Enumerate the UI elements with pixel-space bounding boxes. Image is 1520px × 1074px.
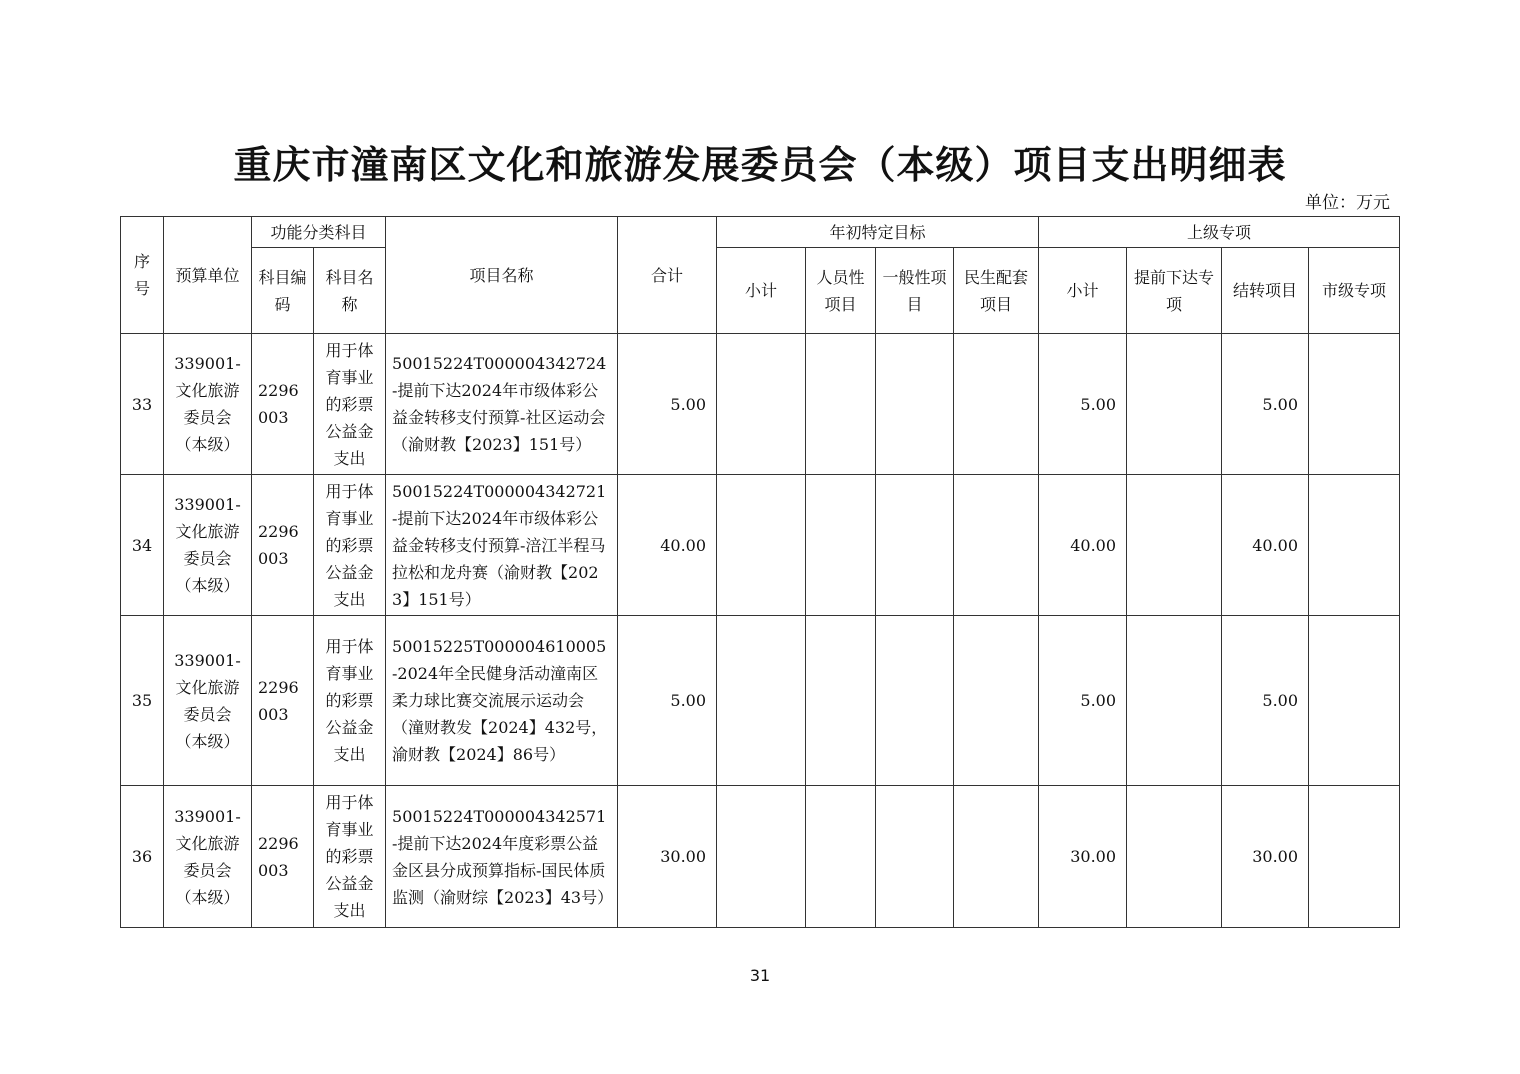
- cell-total: 40.00: [618, 475, 717, 616]
- cell-project: 50015225T000004610005-2024年全民健身活动潼南区柔力球比赛交流展示运动会（潼财教发【2024】432号，渝财教【2024】86号）: [386, 616, 618, 786]
- header-seq: 序号: [121, 217, 164, 334]
- cell-seq: 35: [121, 616, 164, 786]
- cell-carryover: 30.00: [1222, 786, 1309, 928]
- cell-code: 2296003: [252, 475, 314, 616]
- expenditure-table: [120, 216, 1400, 928]
- cell-livelihood: [954, 616, 1039, 786]
- cell-general: [876, 475, 954, 616]
- cell-annual-subtotal: [717, 786, 806, 928]
- cell-advance: [1127, 475, 1222, 616]
- cell-general: [876, 334, 954, 475]
- table-row: [121, 786, 1400, 928]
- cell-livelihood: [954, 475, 1039, 616]
- header-project-name: 项目名称: [386, 217, 618, 334]
- cell-personnel: [806, 334, 876, 475]
- cell-upper-subtotal: 5.00: [1039, 616, 1127, 786]
- header-upper-subtotal: 小计: [1039, 248, 1127, 334]
- cell-advance: [1127, 334, 1222, 475]
- header-subject-name: 科目名称: [314, 248, 386, 334]
- cell-code: 2296003: [252, 616, 314, 786]
- cell-unit: 339001-文化旅游委员会（本级）: [164, 475, 252, 616]
- cell-total: 5.00: [618, 616, 717, 786]
- cell-carryover: 40.00: [1222, 475, 1309, 616]
- cell-livelihood: [954, 334, 1039, 475]
- cell-seq: 36: [121, 786, 164, 928]
- header-livelihood: 民生配套项目: [954, 248, 1039, 334]
- cell-advance: [1127, 786, 1222, 928]
- cell-unit: 339001-文化旅游委员会（本级）: [164, 786, 252, 928]
- header-row-1: [121, 217, 1400, 248]
- header-budget-unit: 预算单位: [164, 217, 252, 334]
- header-annual-subtotal: 小计: [717, 248, 806, 334]
- cell-code: 2296003: [252, 786, 314, 928]
- header-function-class: 功能分类科目: [252, 217, 386, 248]
- cell-general: [876, 616, 954, 786]
- cell-total: 5.00: [618, 334, 717, 475]
- page-title: 重庆市潼南区文化和旅游发展委员会（本级）项目支出明细表: [233, 143, 1287, 187]
- cell-annual-subtotal: [717, 475, 806, 616]
- table-row: [121, 616, 1400, 786]
- cell-city: [1309, 786, 1400, 928]
- cell-advance: [1127, 616, 1222, 786]
- unit-label: 单位：万元: [1305, 193, 1390, 213]
- cell-upper-subtotal: 40.00: [1039, 475, 1127, 616]
- table-row: [121, 475, 1400, 616]
- cell-total: 30.00: [618, 786, 717, 928]
- cell-upper-subtotal: 5.00: [1039, 334, 1127, 475]
- cell-carryover: 5.00: [1222, 616, 1309, 786]
- header-personnel: 人员性项目: [806, 248, 876, 334]
- header-upper-special: 上级专项: [1039, 217, 1400, 248]
- cell-seq: 33: [121, 334, 164, 475]
- table-row: [121, 334, 1400, 475]
- cell-subject-name: 用于体育事业的彩票公益金支出: [314, 616, 386, 786]
- cell-city: [1309, 334, 1400, 475]
- cell-city: [1309, 475, 1400, 616]
- page-number: 31: [749, 966, 771, 985]
- header-total: 合计: [618, 217, 717, 334]
- header-row-2: [121, 248, 1400, 334]
- header-general: 一般性项目: [876, 248, 954, 334]
- cell-code: 2296003: [252, 334, 314, 475]
- cell-upper-subtotal: 30.00: [1039, 786, 1127, 928]
- cell-subject-name: 用于体育事业的彩票公益金支出: [314, 334, 386, 475]
- cell-subject-name: 用于体育事业的彩票公益金支出: [314, 786, 386, 928]
- cell-general: [876, 786, 954, 928]
- cell-unit: 339001-文化旅游委员会（本级）: [164, 616, 252, 786]
- cell-personnel: [806, 616, 876, 786]
- cell-unit: 339001-文化旅游委员会（本级）: [164, 334, 252, 475]
- cell-project: 50015224T000004342721-提前下达2024年市级体彩公益金转移支付预算-涪江半程马拉松和龙舟赛（渝财教【2023】151号）: [386, 475, 618, 616]
- cell-seq: 34: [121, 475, 164, 616]
- header-advance: 提前下达专项: [1127, 248, 1222, 334]
- cell-subject-name: 用于体育事业的彩票公益金支出: [314, 475, 386, 616]
- cell-personnel: [806, 475, 876, 616]
- cell-livelihood: [954, 786, 1039, 928]
- cell-personnel: [806, 786, 876, 928]
- header-subject-code: 科目编码: [252, 248, 314, 334]
- cell-annual-subtotal: [717, 616, 806, 786]
- cell-project: 50015224T000004342571-提前下达2024年度彩票公益金区县分成预算指标-国民体质监测（渝财综【2023】43号）: [386, 786, 618, 928]
- header-carryover: 结转项目: [1222, 248, 1309, 334]
- cell-project: 50015224T000004342724-提前下达2024年市级体彩公益金转移支付预算-社区运动会（渝财教【2023】151号）: [386, 334, 618, 475]
- cell-annual-subtotal: [717, 334, 806, 475]
- cell-carryover: 5.00: [1222, 334, 1309, 475]
- header-city: 市级专项: [1309, 248, 1400, 334]
- header-annual-target: 年初特定目标: [717, 217, 1039, 248]
- cell-city: [1309, 616, 1400, 786]
